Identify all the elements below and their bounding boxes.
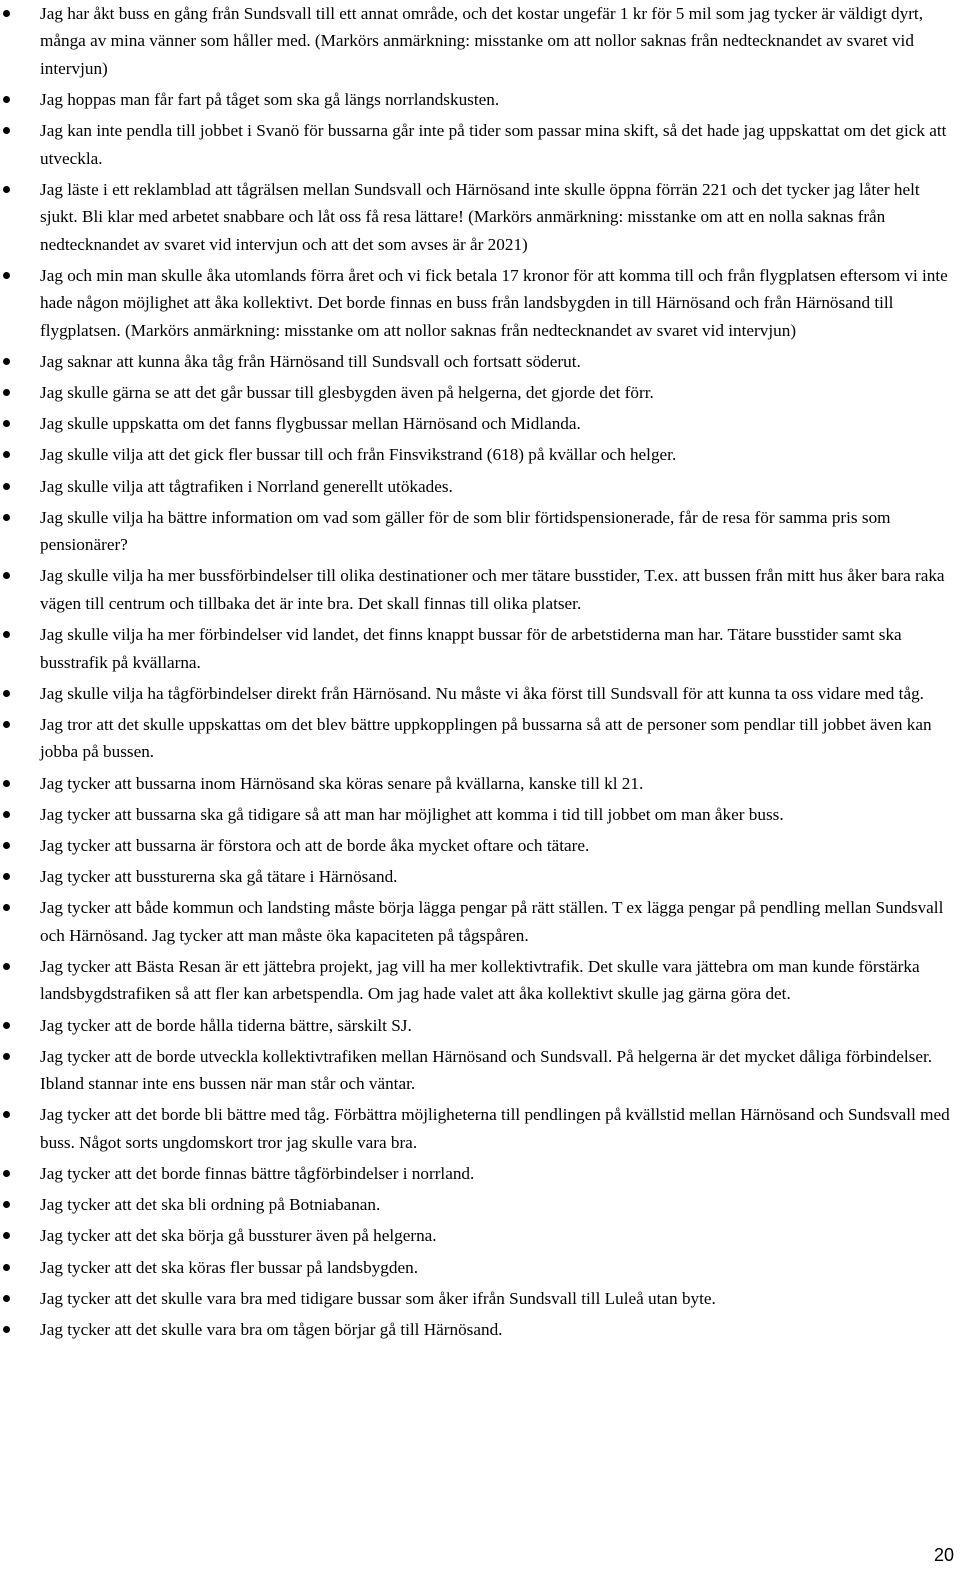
list-item-text: Jag tycker att de borde hålla tiderna bättre, särskilt SJ. xyxy=(40,1015,412,1035)
list-item-text: Jag läste i ett reklamblad att tågrälsen mellan Sundsvall och Härnösand inte skulle öppna förrän 221 och det tycker jag låter helt sjukt. Bli klar med arbetet snabbare och låt oss få resa lättare! (Markörs anmärkning: misstanke om att en nolla saknas från nedtecknandet av svaret vid intervjun och att det som avses är år 2021) xyxy=(40,179,920,254)
bullet-icon xyxy=(3,389,10,396)
bullet-icon xyxy=(3,780,10,787)
list-item-text: Jag tycker att bussarna inom Härnösand ska köras senare på kvällarna, kanske till kl 21. xyxy=(40,773,644,793)
list-item-text: Jag skulle gärna se att det går bussar till glesbygden även på helgerna, det gjorde det förr. xyxy=(40,383,654,403)
list-item xyxy=(0,1101,960,1156)
bullet-icon xyxy=(3,1264,10,1271)
bullet-icon xyxy=(3,1201,10,1208)
bullet-icon xyxy=(3,10,10,17)
list-item xyxy=(0,262,960,344)
bullet-icon xyxy=(3,842,10,849)
list-item xyxy=(0,1222,960,1249)
list-item xyxy=(0,176,960,258)
list-item xyxy=(0,1012,960,1039)
list-item-text: Jag och min man skulle åka utomlands förra året och vi fick betala 17 kronor för att komma till och från flygplatsen eftersom vi inte hade någon möjlighet att åka kollektivt. Det borde finnas en buss från landsbygden in till Härnösand och från Härnösand till flygplatsen. (Markörs anmärkning: misstanke om att nollor saknas från nedtecknandet av svaret vid intervjun) xyxy=(40,265,948,340)
list-item xyxy=(0,863,960,890)
list-item xyxy=(0,410,960,437)
list-item xyxy=(0,117,960,172)
list-item xyxy=(0,1254,960,1281)
bullet-icon xyxy=(3,1053,10,1060)
list-item xyxy=(0,1160,960,1187)
bullet-icon xyxy=(3,514,10,521)
list-item-text: Jag kan inte pendla till jobbet i Svanö för bussarna går inte på tider som passar mina skift, så det hade jag uppskattat om det gick att utveckla. xyxy=(40,121,947,168)
list-item-text: Jag skulle vilja att tågtrafiken i Norrland generellt utökades. xyxy=(40,476,453,496)
list-item-text: Jag tycker att bussturerna ska gå tätare i Härnösand. xyxy=(40,867,398,887)
list-item xyxy=(0,1316,960,1343)
list-item-text: Jag skulle vilja ha bättre information om vad som gäller för de som blir förtidspensionerade, får de resa för samma pris som pensionärer? xyxy=(40,507,891,555)
bullet-icon xyxy=(3,721,10,728)
bullet-icon xyxy=(3,1295,10,1302)
bullet-icon xyxy=(3,873,10,880)
list-item xyxy=(0,1285,960,1312)
page-number: 20 xyxy=(933,1545,954,1565)
bullet-icon xyxy=(3,451,10,458)
list-item-text: Jag skulle vilja ha tågförbindelser direkt från Härnösand. Nu måste vi åka först till Sundsvall för att kunna ta oss vidare med tåg. xyxy=(40,683,924,703)
list-item xyxy=(0,379,960,406)
list-item xyxy=(0,680,960,707)
list-item-text: Jag tycker att det ska bli ordning på Botniabanan. xyxy=(40,1195,381,1215)
list-item-text: Jag skulle vilja ha mer förbindelser vid landet, det finns knappt bussar för de arbetstiderna man har. Tätare busstider samt ska busstrafik på kvällarna. xyxy=(40,625,902,672)
list-item xyxy=(0,801,960,828)
list-item-text: Jag har åkt buss en gång från Sundsvall till ett annat område, och det kostar ungefär 1 kr för 5 mil som jag tycker är väldigt dyrt, många av mina vänner som håller med. (Markörs anmärkning: misstanke om att nollor saknas från nedtecknandet av svaret vid intervjun) xyxy=(40,4,924,78)
list-item-text: Jag tror att det skulle uppskattas om det blev bättre uppkopplingen på bussarna så att de personer som pendlar till jobbet även kan jobba på bussen. xyxy=(40,714,932,762)
bullet-icon xyxy=(3,690,10,697)
bullet-icon xyxy=(3,1022,10,1029)
list-item xyxy=(0,894,960,949)
list-item xyxy=(0,0,960,82)
bullet-icon xyxy=(3,631,10,638)
list-item-text: Jag saknar att kunna åka tåg från Härnösand till Sundsvall och fortsatt söderut. xyxy=(40,351,581,371)
list-item-text: Jag tycker att bussarna ska gå tidigare så att man har möjlighet att komma i tid till jobbet om man åker buss. xyxy=(40,804,784,824)
list-item-text: Jag tycker att det borde finnas bättre tågförbindelser i norrland. xyxy=(40,1163,475,1183)
bullet-icon xyxy=(3,96,10,103)
bullet-icon xyxy=(3,1111,10,1118)
list-item-text: Jag tycker att bussarna är förstora och att de borde åka mycket oftare och tätare. xyxy=(40,835,590,855)
list-item-text: Jag hoppas man får fart på tåget som ska gå längs norrlandskusten. xyxy=(40,90,500,110)
bullet-icon xyxy=(3,1326,10,1333)
list-item xyxy=(0,711,960,766)
list-item-text: Jag tycker att de borde utveckla kollektivtrafiken mellan Härnösand och Sundsvall. På helgerna är det mycket dåliga förbindelser. Ibland stannar inte ens bussen när man står och väntar. xyxy=(40,1046,933,1094)
bullet-icon xyxy=(3,904,10,911)
bullet-icon xyxy=(3,963,10,970)
list-item-text: Jag tycker att det ska köras fler bussar på landsbygden. xyxy=(40,1257,419,1277)
bullet-icon xyxy=(3,572,10,579)
bullet-icon xyxy=(3,186,10,193)
list-item xyxy=(0,504,960,559)
bullet-icon xyxy=(3,1232,10,1239)
bullet-icon xyxy=(3,272,10,279)
list-item-text: Jag skulle uppskatta om det fanns flygbussar mellan Härnösand och Midlanda. xyxy=(40,414,581,434)
list-item xyxy=(0,473,960,500)
list-item xyxy=(0,441,960,468)
bullet-icon xyxy=(3,358,10,365)
list-item xyxy=(0,953,960,1008)
bullet-icon xyxy=(3,483,10,490)
bullet-icon xyxy=(3,127,10,134)
list-item xyxy=(0,1043,960,1098)
list-item xyxy=(0,86,960,113)
list-item-text: Jag skulle vilja ha mer bussförbindelser till olika destinationer och mer tätare busstider, T.ex. att bussen från mitt hus åker bara raka vägen till centrum och tillbaka det är inte bra. Det skall finnas till olika platser. xyxy=(40,566,945,613)
list-item-text: Jag tycker att det skulle vara bra om tågen börjar gå till Härnösand. xyxy=(40,1319,503,1339)
bullet-icon xyxy=(3,420,10,427)
list-item xyxy=(0,832,960,859)
list-item xyxy=(0,562,960,617)
list-item-text: Jag tycker att både kommun och landsting måste börja lägga pengar på rätt ställen. T ex lägga pengar på pendling mellan Sundsvall och Härnösand. Jag tycker att man måste öka kapaciteten på tågspåren. xyxy=(40,898,944,945)
list-item xyxy=(0,770,960,797)
list-item-text: Jag tycker att Bästa Resan är ett jättebra projekt, jag vill ha mer kollektivtrafik. Det skulle vara jättebra om man kunde förstärka landsbygdstrafiken så att fler kan arbetspendla. Om jag hade valet att åka kollektivt skulle jag gärna göra det. xyxy=(40,956,920,1004)
list-item-text: Jag tycker att det skulle vara bra med tidigare bussar som åker ifrån Sundsvall till Luleå utan byte. xyxy=(40,1288,716,1308)
list-item xyxy=(0,348,960,375)
bullet-icon xyxy=(3,811,10,818)
list-item-text: Jag tycker att det ska börja gå bussturer även på helgerna. xyxy=(40,1226,437,1246)
bullet-icon xyxy=(3,1170,10,1177)
list-item-text: Jag tycker att det borde bli bättre med tåg. Förbättra möjligheterna till pendlingen på kvällstid mellan Härnösand och Sundsvall med buss. Något sorts ungdomskort tror jag skulle vara bra. xyxy=(40,1105,950,1152)
list-item xyxy=(0,1191,960,1218)
list-item xyxy=(0,621,960,676)
list-item-text: Jag skulle vilja att det gick fler bussar till och från Finsvikstrand (618) på kvällar och helger. xyxy=(40,445,677,465)
